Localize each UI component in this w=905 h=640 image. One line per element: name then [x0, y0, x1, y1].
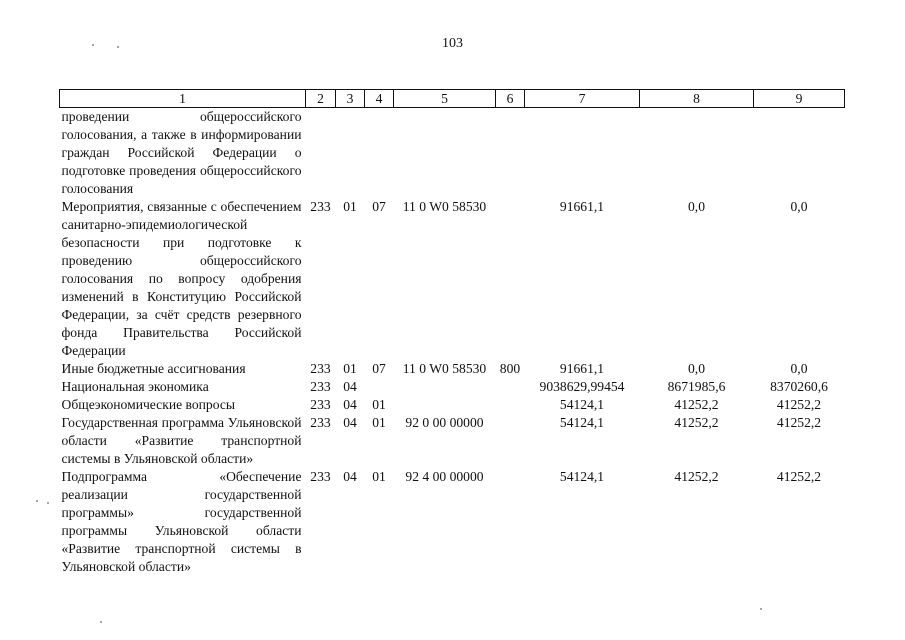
row-description: проведении общероссийского голосования, а также в информировании граждан Российской Федерации о подготовке проведения общероссийского голосования — [61, 109, 302, 196]
cell-amount-col8: 0,0 — [688, 199, 705, 214]
cell-ministry-code — [306, 108, 336, 199]
scan-speck — [760, 608, 762, 610]
table-row — [60, 378, 845, 396]
table-row — [60, 396, 845, 414]
cell-amount-col9: 0,0 — [790, 199, 808, 214]
cell-ministry-code: 233 — [310, 361, 331, 376]
cell-subsection: 07 — [372, 361, 386, 376]
column-header: 8 — [640, 90, 754, 108]
table-row — [60, 108, 845, 199]
table-row — [60, 198, 845, 360]
cell-expense-type — [496, 396, 525, 414]
cell-section — [336, 108, 365, 199]
cell-expense-type — [496, 198, 525, 360]
cell-amount-col8: 41252,2 — [674, 415, 719, 430]
cell-subsection: 01 — [372, 397, 386, 412]
row-description: Общеэкономические вопросы — [61, 397, 236, 412]
cell-expense-type — [496, 108, 525, 199]
column-header: 3 — [336, 90, 365, 108]
cell-section: 01 — [343, 361, 357, 376]
cell-section: 04 — [343, 397, 357, 412]
row-description: Иные бюджетные ассигнования — [61, 361, 246, 376]
column-header: 2 — [306, 90, 336, 108]
row-description: Национальная экономика — [61, 379, 209, 394]
cell-expense-type — [496, 414, 525, 468]
cell-section: 01 — [343, 199, 357, 214]
cell-amount-col7: 91661,1 — [559, 199, 605, 214]
cell-expense-type — [496, 378, 525, 396]
cell-target-article: 92 4 00 00000 — [405, 469, 484, 484]
column-header: 1 — [60, 90, 306, 108]
cell-subsection — [365, 108, 394, 199]
cell-subsection: 01 — [372, 469, 386, 484]
page-number: 103 — [442, 36, 463, 51]
column-header: 7 — [525, 90, 640, 108]
cell-target-article — [394, 396, 496, 414]
column-header: 4 — [365, 90, 394, 108]
cell-amount-col8 — [640, 108, 754, 199]
cell-amount-col7: 54124,1 — [559, 397, 605, 412]
cell-section: 04 — [343, 415, 357, 430]
cell-ministry-code: 233 — [310, 199, 331, 214]
row-description: Подпрограмма «Обеспечение реализации государственной программы» государственной программы Ульяновской области «Развитие транспортной системы в Ульяновской области» — [61, 469, 302, 574]
cell-ministry-code: 233 — [310, 379, 331, 394]
cell-amount-col8: 8671985,6 — [667, 379, 726, 394]
cell-target-article: 11 0 W0 58530 — [402, 361, 487, 376]
cell-amount-col7: 54124,1 — [559, 415, 605, 430]
scan-speck — [117, 46, 119, 48]
table-row — [60, 414, 845, 468]
cell-amount-col7 — [525, 108, 640, 199]
cell-target-article — [394, 108, 496, 199]
cell-amount-col7: 91661,1 — [559, 361, 605, 376]
cell-amount-col9: 8370260,6 — [770, 379, 828, 394]
table-row — [60, 360, 845, 378]
cell-amount-col9: 41252,2 — [776, 397, 822, 412]
cell-expense-type — [496, 468, 525, 576]
column-header: 9 — [754, 90, 845, 108]
column-header: 6 — [496, 90, 525, 108]
cell-ministry-code: 233 — [310, 469, 331, 484]
cell-amount-col9: 0,0 — [790, 361, 808, 376]
cell-section: 04 — [343, 469, 357, 484]
cell-target-article — [394, 378, 496, 396]
cell-amount-col7: 54124,1 — [559, 469, 605, 484]
scan-speck — [100, 621, 102, 623]
table-row — [60, 468, 845, 576]
cell-amount-col8: 41252,2 — [674, 397, 719, 412]
cell-amount-col8: 41252,2 — [674, 469, 719, 484]
cell-amount-col9: 41252,2 — [776, 415, 822, 430]
cell-subsection — [365, 378, 394, 396]
cell-subsection: 07 — [372, 199, 386, 214]
cell-amount-col7: 9038629,99454 — [539, 379, 625, 394]
cell-amount-col9 — [754, 108, 845, 199]
scan-speck — [92, 44, 94, 46]
cell-ministry-code: 233 — [310, 415, 331, 430]
column-header: 5 — [394, 90, 496, 108]
cell-target-article: 92 0 00 00000 — [405, 415, 484, 430]
budget-table — [59, 89, 845, 576]
cell-target-article: 11 0 W0 58530 — [402, 199, 487, 214]
row-description: Государственная программа Ульяновской области «Развитие транспортной системы в Ульяновской области» — [61, 415, 302, 466]
scan-speck — [47, 502, 49, 504]
scan-speck — [36, 500, 38, 502]
cell-expense-type: 800 — [499, 361, 521, 376]
cell-section: 04 — [343, 379, 357, 394]
row-description: Мероприятия, связанные с обеспечением санитарно-эпидемиологической безопасности при подготовке к проведению общероссийского голосования по вопросу одобрения изменений в Конституцию Российской Федерации, за счёт средств резервного фонда Правительства Российской Федерации — [61, 199, 302, 358]
cell-ministry-code: 233 — [310, 397, 331, 412]
cell-amount-col8: 0,0 — [688, 361, 705, 376]
cell-subsection: 01 — [372, 415, 386, 430]
cell-amount-col9: 41252,2 — [776, 469, 822, 484]
header-row — [60, 90, 845, 108]
